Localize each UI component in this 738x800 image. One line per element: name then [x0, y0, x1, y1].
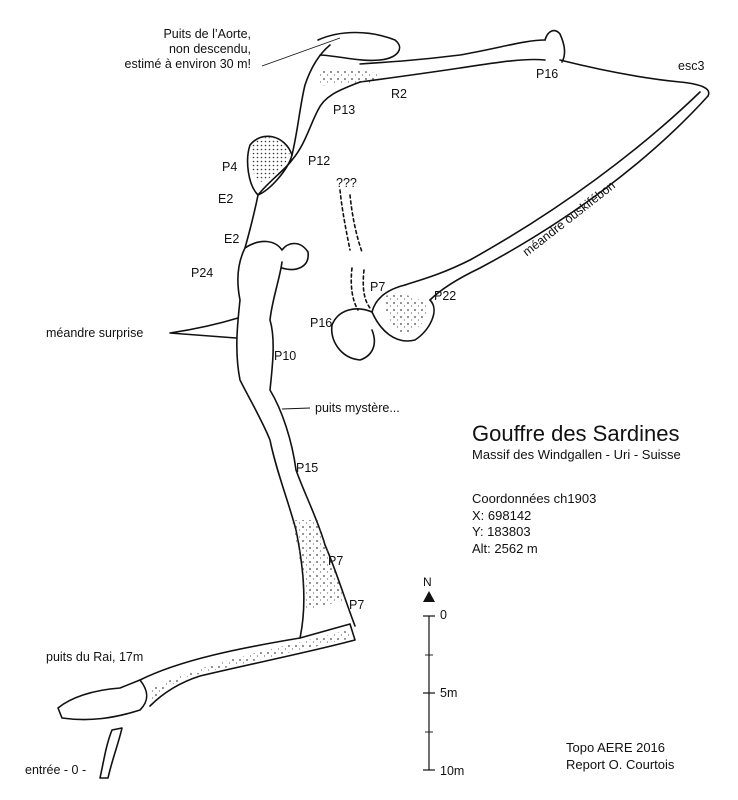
puits-du-rai-label: puits du Rai, 17m	[46, 650, 144, 664]
e2-lower-label: E2	[224, 232, 240, 246]
p22-label: P22	[434, 289, 457, 303]
report-credit: Report O. Courtois	[566, 756, 675, 772]
unknown-lead-label: ???	[336, 176, 357, 190]
p24-chamber	[245, 241, 308, 269]
puits-aorte-label: Puits de l’Aorte, non descendu, estimé à environ 30 m!	[124, 27, 251, 71]
scale-tick-5m: 5m	[440, 686, 458, 700]
p4-label: P4	[222, 160, 238, 174]
e2-upper-label: E2	[218, 192, 234, 206]
lower-gallery	[140, 624, 355, 706]
p7-mid-shaft	[351, 268, 370, 310]
coordinate-y: Y: 183803	[472, 524, 531, 539]
scale-tick-0: 0	[440, 608, 447, 622]
entree-label: entrée - 0 -	[25, 763, 87, 777]
puits-mystere-label: puits mystère...	[315, 401, 400, 415]
meandre-surprise-branch	[170, 318, 238, 338]
p12-label: P12	[308, 154, 331, 168]
mystere-leader	[282, 408, 310, 409]
credits-block	[566, 740, 674, 773]
puits-aorte	[318, 33, 400, 61]
coordinate-x: X: 698142	[472, 507, 532, 523]
p10-label: P10	[274, 349, 297, 363]
p16-chamber	[332, 309, 375, 360]
p13-east	[292, 82, 360, 160]
scale-tick-10m: 10m	[440, 764, 465, 778]
survey-title: Gouffre des Sardines	[472, 421, 680, 446]
title-block	[472, 421, 681, 463]
puits-du-rai	[58, 680, 147, 720]
r2-gallery	[360, 40, 545, 82]
p13-label: P13	[333, 103, 356, 117]
meandre-ouskifebon-north	[405, 92, 700, 285]
p15-label: P15	[296, 461, 319, 475]
coordinates-heading: Coordonnées ch1903	[472, 491, 597, 506]
r2-label: R2	[391, 87, 407, 101]
meandre-ouskifebon-label: méandre ouskifébon	[520, 178, 618, 260]
meandre-surprise-label: méandre surprise	[46, 326, 144, 340]
p7-mid-label: P7	[370, 280, 386, 294]
unexplored-lead	[340, 190, 362, 252]
p7-low1-label: P7	[328, 554, 344, 568]
main-shaft-west	[237, 248, 304, 638]
p7-low2-label: P7	[349, 598, 365, 612]
p16-mid-label: P16	[310, 316, 333, 330]
coordinates-block	[472, 491, 596, 557]
scale-bar	[423, 616, 435, 770]
north-label: N	[423, 575, 432, 589]
survey-subtitle: Massif des Windgallen - Uri - Suisse	[472, 447, 681, 462]
p16-top	[545, 31, 564, 62]
north-arrow-icon	[423, 591, 435, 602]
esc3-label: esc3	[678, 59, 705, 73]
p16-top-label: P16	[536, 67, 559, 81]
entrance-passage	[100, 728, 122, 778]
aorte-leader	[262, 38, 340, 66]
topo-credit: Topo AERE 2016	[566, 740, 666, 755]
p24-label: P24	[191, 266, 214, 280]
coordinate-alt: Alt: 2562 m	[472, 540, 538, 556]
